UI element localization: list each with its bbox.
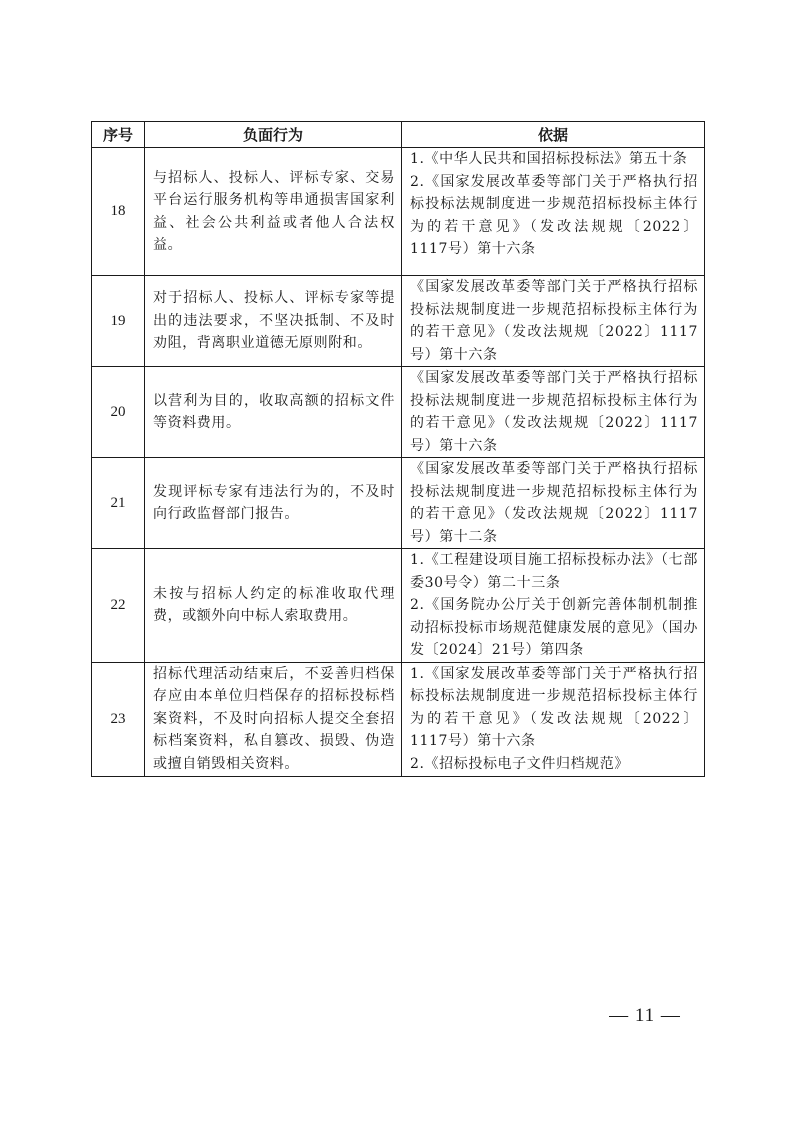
table-row	[92, 458, 705, 549]
row-number: 22	[92, 549, 145, 663]
behavior-text: 发现评标专家有违法行为的，不及时向行政监督部门报告。	[145, 458, 402, 549]
table-row	[92, 367, 705, 458]
basis-item: 2.《国家发展改革委等部门关于严格执行招标投标法规制度进一步规范招标投标主体行为的若干意见》（发改法规规〔2022〕1117号）第十六条	[410, 173, 698, 257]
basis-item: 《国家发展改革委等部门关于严格执行招标投标法规制度进一步规范招标投标主体行为的若干意见》（发改法规规〔2022〕1117号）第十二条	[410, 461, 698, 545]
basis-item: 2.《招标投标电子文件归档规范》	[410, 755, 629, 772]
behavior-text: 未按与招标人约定的标准收取代理费，或额外向中标人索取费用。	[145, 549, 402, 663]
negative-behavior-table	[91, 121, 705, 777]
basis-item: 1.《中华人民共和国招标投标法》第五十条	[410, 151, 688, 167]
basis-item: 《国家发展改革委等部门关于严格执行招标投标法规制度进一步规范招标投标主体行为的若干意见》（发改法规规〔2022〕1117号）第十六条	[410, 279, 698, 363]
header-basis: 依据	[402, 122, 705, 148]
basis-cell	[402, 148, 705, 276]
basis-cell	[402, 276, 705, 367]
row-number: 23	[92, 662, 145, 776]
row-number: 20	[92, 367, 145, 458]
basis-cell	[402, 549, 705, 663]
table-row	[92, 276, 705, 367]
basis-item: 1.《工程建设项目施工招标投标办法》（七部委30号令）第二十三条	[410, 552, 698, 591]
basis-cell	[402, 367, 705, 458]
behavior-text: 对于招标人、投标人、评标专家等提出的违法要求，不坚决抵制、不及时劝阻，背离职业道德无原则附和。	[145, 276, 402, 367]
row-number: 18	[92, 148, 145, 276]
basis-item: 1.《国家发展改革委等部门关于严格执行招标投标法规制度进一步规范招标投标主体行为的若干意见》（发改法规规〔2022〕1117号）第十六条	[410, 665, 698, 749]
row-number: 21	[92, 458, 145, 549]
table-row	[92, 662, 705, 776]
page-number: — 11 —	[609, 1005, 681, 1026]
row-number: 19	[92, 276, 145, 367]
basis-cell	[402, 662, 705, 776]
header-serial-number: 序号	[92, 122, 145, 148]
basis-item: 2.《国务院办公厅关于创新完善体制机制推动招标投标市场规范健康发展的意见》（国办发〔2024〕21号）第四条	[410, 597, 698, 658]
basis-item: 《国家发展改革委等部门关于严格执行招标投标法规制度进一步规范招标投标主体行为的若干意见》（发改法规规〔2022〕1117号）第十六条	[410, 370, 698, 454]
header-negative-behavior: 负面行为	[145, 122, 402, 148]
behavior-text: 招标代理活动结束后，不妥善归档保存应由本单位归档保存的招标投标档案资料，不及时向招标人提交全套招标档案资料，私自篡改、损毁、伪造或擅自销毁相关资料。	[145, 662, 402, 776]
table-header-row	[92, 122, 705, 148]
basis-cell	[402, 458, 705, 549]
behavior-text: 与招标人、投标人、评标专家、交易平台运行服务机构等串通损害国家利益、社会公共利益或者他人合法权益。	[145, 148, 402, 276]
table-row	[92, 549, 705, 663]
table-row	[92, 148, 705, 276]
behavior-text: 以营利为目的，收取高额的招标文件等资料费用。	[145, 367, 402, 458]
